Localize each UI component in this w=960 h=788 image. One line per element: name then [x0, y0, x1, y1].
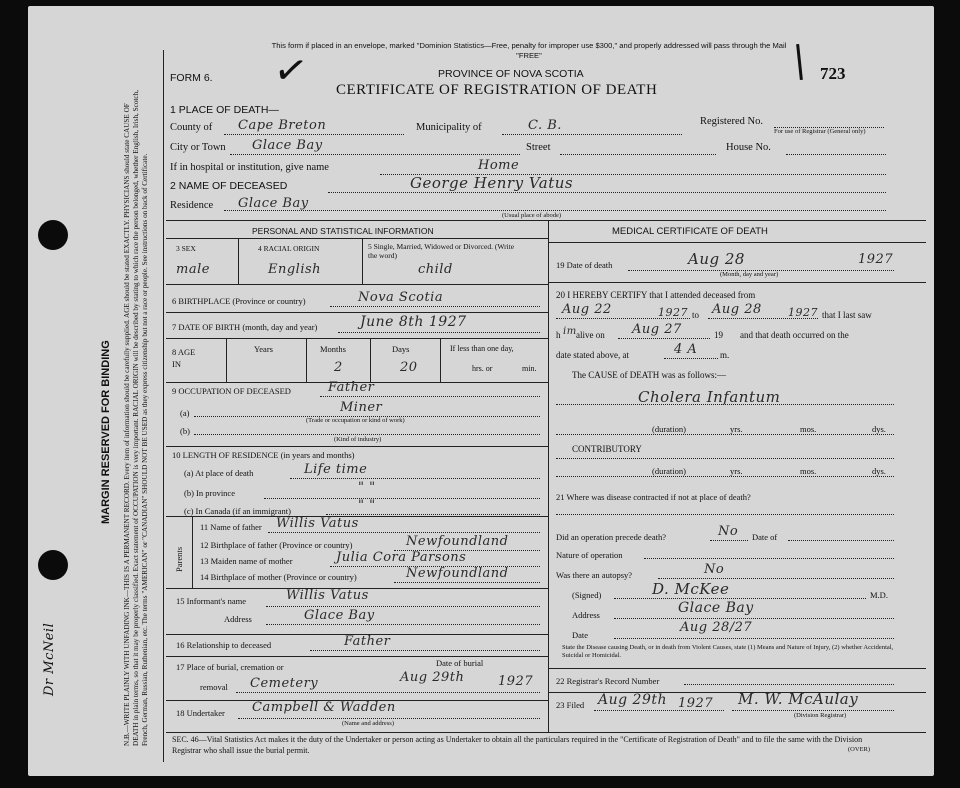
alive-year-label: 19 [714, 330, 723, 340]
county-label: County of [170, 122, 213, 133]
column-divider [548, 220, 549, 732]
relationship-label: 16 Relationship to deceased [176, 640, 272, 650]
mother-birthplace-value: Newfoundland [406, 566, 509, 581]
last-saw-label: that I last saw [822, 310, 872, 320]
cause-dys-label: dys. [872, 424, 886, 434]
age-days-value: 20 [400, 360, 418, 375]
death-time-value: 4 A [674, 342, 698, 357]
contributory-label: CONTRIBUTORY [572, 444, 642, 454]
sex-value: male [176, 262, 210, 277]
medical-heading: MEDICAL CERTIFICATE OF DEATH [612, 226, 768, 237]
record-number-label: 22 Registrar's Record Number [556, 676, 660, 686]
envelope-note: This form if placed in an envelope, marked "Dominion Statistics—Free, penalty for improper use $300," and properly addressed will pass through the Mail "FREE" [271, 41, 787, 60]
margin-handwritten-note: Dr McNeil [42, 622, 57, 696]
less-than-day-label: If less than one day, [450, 344, 514, 353]
registrar-note: For use of Registrar (General only) [774, 128, 866, 135]
attended-from-value: Aug 22 [562, 302, 612, 317]
binding-hole-top [38, 220, 68, 250]
father-value: Willis Vatus [276, 516, 359, 531]
dob-label: 7 DATE OF BIRTH (month, day and year) [172, 322, 318, 332]
age-months-label: Months [320, 344, 346, 354]
margin-divider [163, 50, 164, 762]
occupation-a-note: (Trade or occupation or kind of work) [306, 417, 405, 424]
occupation-value: Father [328, 380, 375, 395]
registrar-signature: M. W. McAulay [738, 690, 859, 708]
operation-nature-label: Nature of operation [556, 550, 623, 560]
racial-label: 4 RACIAL ORIGIN [258, 244, 320, 253]
hospital-label: If in hospital or institution, give name [170, 162, 329, 173]
margin-binding-label: MARGIN RESERVED FOR BINDING [100, 340, 112, 524]
contrib-dys-label: dys. [872, 466, 886, 476]
street-label: Street [526, 142, 551, 153]
undertaker-label: 18 Undertaker [176, 708, 225, 718]
filed-year-value: 1927 [678, 696, 714, 711]
to-label: to [692, 310, 700, 320]
physician-date-label: Date [572, 630, 589, 640]
physician-date-value: Aug 28/27 [680, 620, 753, 635]
operation-value: No [718, 524, 739, 539]
racial-value: English [268, 262, 322, 277]
signed-label: (Signed) [572, 590, 602, 600]
physician-address-value: Glace Bay [678, 600, 754, 616]
cause-mos-label: mos. [800, 424, 817, 434]
municipality-value: C. B. [528, 118, 562, 133]
mother-value: Julia Cora Parsons [336, 550, 467, 565]
attended-to-year: 1927 [788, 306, 818, 319]
cause-yrs-label: yrs. [730, 424, 743, 434]
cause-label: The CAUSE of DEATH was as follows:— [572, 370, 726, 380]
alive-label: alive on [576, 330, 605, 340]
informant-value: Willis Vatus [286, 588, 369, 603]
father-birthplace-value: Newfoundland [406, 534, 509, 549]
attended-to-value: Aug 28 [712, 302, 762, 317]
sex-label: 3 SEX [176, 244, 196, 253]
occupation-label: 9 OCCUPATION OF DECEASED [172, 386, 291, 396]
violence-note: State the Disease causing Death, or in death from Violent Causes, state (1) Means and Nature of Injury, (2) whether Accidental, Suicidal or Homicidal. [562, 644, 894, 659]
m-label: m. [720, 350, 730, 360]
marital-label: 5 Single, Married, Widowed or Divorced. (Write the word) [368, 242, 515, 260]
father-birthplace-label: 12 Birthplace of father (Province or country) [200, 540, 353, 550]
occupation-a-label: (a) [180, 408, 190, 418]
attended-from-year: 1927 [658, 306, 688, 319]
burial-date-label: Date of burial [436, 658, 484, 668]
burial-date-value: Aug 29th [400, 670, 465, 685]
registered-label: Registered No. [700, 116, 763, 127]
at-place-label: (a) At place of death [184, 468, 254, 478]
contrib-mos-label: mos. [800, 466, 817, 476]
in-province-label: (b) In province [184, 488, 235, 498]
age-days-label: Days [392, 344, 410, 354]
occurred-label: and that death occurred on the [740, 330, 849, 340]
margin-instructions: N.B.—WRITE PLAINLY WITH UNFADING INK—THIS IS A PERMANENT RECORD. Every item of information should be carefully supplied. AGE should be stated EXACTLY. PHYSICIANS should state CAUSE OF DEATH in plain terms, so that it may be properly classified. Exact statement of OCCUPATION is very important. RACIAL ORIGIN will be described by stating to which race the person belonged, whether English, Irish, Scotch, French, German, Russian, Ruthenian, etc. The terms "AMERICAN" or "CANADIAN" SHOULD NOT BE USED as they express citizenship but not a race or people. See instructions on back of Certificate. [123, 90, 149, 746]
undertaker-note: (Name and address) [342, 720, 394, 727]
operation-label: Did an operation precede death? [556, 532, 666, 542]
form-number: FORM 6. [170, 72, 213, 84]
province-heading: PROVINCE OF NOVA SCOTIA [438, 68, 584, 80]
him-value: im [563, 326, 577, 337]
md-label: M.D. [870, 590, 888, 600]
certify-label: 20 I HEREBY CERTIFY that I attended deceased from [556, 290, 756, 300]
informant-address-label: Address [224, 614, 252, 624]
burial-year-value: 1927 [498, 674, 534, 689]
residence-label: Residence [170, 200, 214, 211]
contrib-yrs-label: yrs. [730, 466, 743, 476]
physician-signature: D. McKee [652, 580, 730, 598]
mother-birthplace-label: 14 Birthplace of mother (Province or country) [200, 572, 357, 582]
deceased-name-value: George Henry Vatus [410, 174, 574, 192]
age-years-label: Years [254, 344, 273, 354]
undertaker-value: Campbell & Wadden [252, 700, 396, 715]
filed-label: 23 Filed [556, 700, 585, 710]
at-place-value: Life time [304, 462, 368, 477]
age-label: 8 AGE IN [172, 347, 196, 369]
pen-mark [796, 44, 803, 80]
binding-hole-bottom [38, 550, 68, 580]
dob-value: June 8th 1927 [360, 314, 467, 330]
over-label: (OVER) [848, 746, 871, 753]
in-province-value: " " [358, 480, 376, 495]
occupation-b-note: (Kind of industry) [334, 436, 382, 443]
residence-value: Glace Bay [238, 196, 309, 211]
length-residence-label: 10 LENGTH OF RESIDENCE (in years and months) [172, 450, 355, 460]
page-title: CERTIFICATE OF REGISTRATION OF DEATH [336, 82, 658, 98]
county-value: Cape Breton [238, 118, 327, 133]
relationship-value: Father [344, 634, 391, 649]
birthplace-value: Nova Scotia [358, 290, 444, 305]
informant-address-value: Glace Bay [304, 608, 375, 623]
place-of-death-heading: 1 PLACE OF DEATH— [170, 104, 279, 116]
in-canada-value: " " [358, 498, 376, 513]
certificate-paper [28, 6, 934, 776]
burial-label: 17 Place of burial, cremation or [176, 662, 284, 672]
birthplace-label: 6 BIRTHPLACE (Province or country) [172, 296, 306, 306]
checkmark: ✓ [270, 45, 312, 97]
cause-value: Cholera Infantum [638, 388, 781, 406]
physician-address-label: Address [572, 610, 600, 620]
cause-duration-label: (duration) [652, 424, 686, 434]
death-date-note: (Month, day and year) [720, 271, 779, 278]
filed-value: Aug 29th [598, 692, 667, 708]
informant-label: 15 Informant's name [176, 596, 246, 606]
in-canada-label: (c) In Canada (if an immigrant) [184, 506, 291, 516]
contracted-question: 21 Where was disease contracted if not at place of death? [556, 492, 751, 502]
mother-label: 13 Maiden name of mother [200, 556, 293, 566]
father-label: 11 Name of father [200, 522, 262, 532]
death-year-value: 1927 [858, 252, 894, 267]
hrs-label: hrs. or [472, 364, 493, 373]
stated-label: date stated above, at [556, 350, 629, 360]
division-registrar-note: (Division Registrar) [794, 712, 847, 719]
him-label: h [556, 330, 561, 340]
city-label: City or Town [170, 142, 226, 153]
death-date-value: Aug 28 [688, 250, 745, 268]
parents-label: Parents [174, 546, 184, 572]
city-value: Glace Bay [252, 138, 323, 153]
removal-value: Cemetery [250, 676, 319, 691]
death-date-label: 19 Date of death [556, 260, 613, 270]
removal-label: removal [200, 682, 228, 692]
marital-value: child [418, 262, 453, 277]
min-label: min. [522, 364, 537, 373]
contrib-duration-label: (duration) [652, 466, 686, 476]
occupation-b-label: (b) [180, 426, 190, 436]
municipality-label: Municipality of [416, 122, 482, 133]
age-months-value: 2 [334, 360, 343, 375]
operation-date-label: Date of [752, 532, 778, 542]
deceased-name-label: 2 NAME OF DECEASED [170, 180, 288, 192]
autopsy-value: No [704, 562, 725, 577]
certificate-number: 723 [820, 64, 846, 83]
alive-value: Aug 27 [632, 322, 682, 337]
footer-note: SEC. 46—Vital Statistics Act makes it the duty of the Undertaker or person acting as Undertaker to obtain all the particulars required in the "Certificate of Registration of Death" and to file the same with the Division Registrar who shall issue the burial permit. [172, 735, 863, 755]
hospital-value: Home [478, 158, 520, 173]
house-label: House No. [726, 142, 771, 153]
personal-heading: PERSONAL AND STATISTICAL INFORMATION [252, 226, 434, 236]
occupation-a-value: Miner [340, 400, 383, 415]
residence-note: (Usual place of abode) [502, 212, 562, 219]
autopsy-label: Was there an autopsy? [556, 570, 633, 580]
